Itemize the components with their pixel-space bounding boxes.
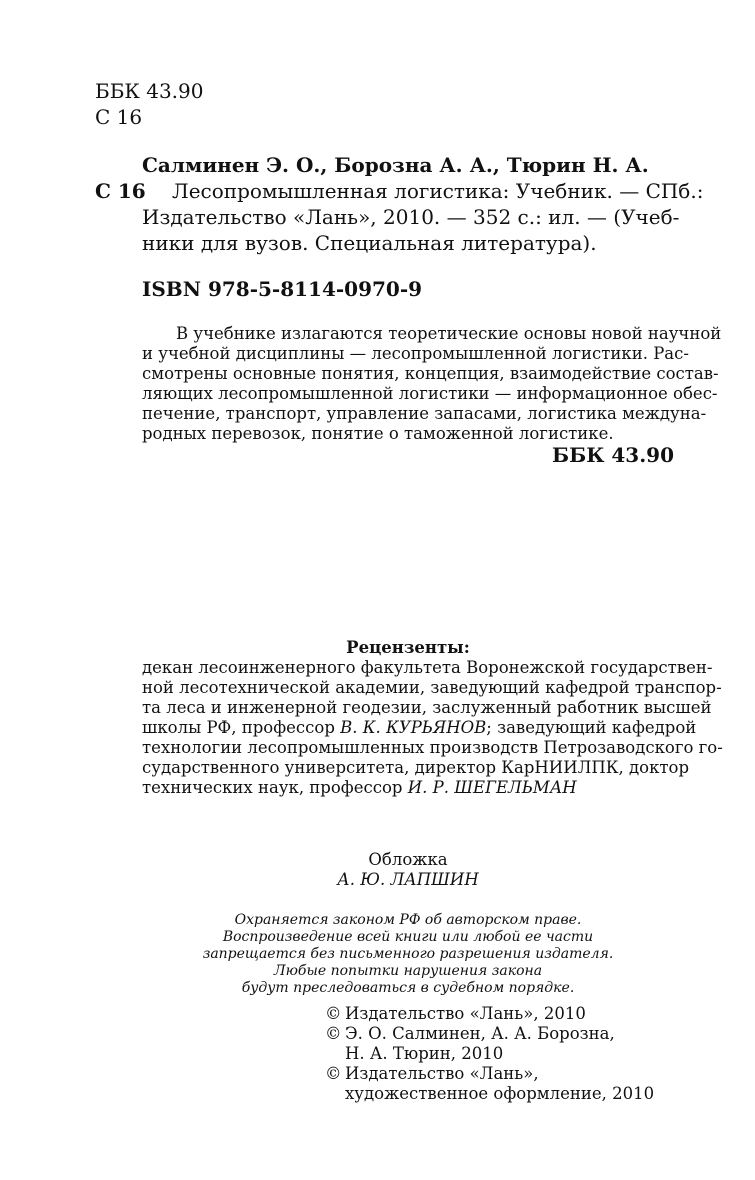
reviewer-line: технических наук, профессор И. Р. ШЕГЕЛЬМАН bbox=[142, 778, 577, 797]
author-mark-code: С 16 bbox=[95, 105, 143, 129]
cover-label: Обложка bbox=[368, 850, 448, 869]
abstract bbox=[142, 324, 722, 444]
copyright-entry: © Издательство «Лань», 2010 bbox=[325, 1004, 586, 1023]
notice-line: Любые попытки нарушения закона bbox=[273, 963, 543, 979]
authors-text: Салминен Э. О., Борозна А. А., Тюрин Н. А. bbox=[142, 153, 649, 177]
copyright-holders bbox=[325, 1004, 654, 1104]
reviewer-name: И. Р. ШЕГЕЛЬМАН bbox=[407, 778, 577, 797]
copyright-symbol: © bbox=[325, 1024, 342, 1043]
bibliographic-description bbox=[142, 178, 704, 256]
reviewer-line: та леса и инженерной геодезии, заслуженный работник высшей bbox=[142, 698, 712, 717]
cover-artist: А. Ю. ЛАПШИН bbox=[337, 870, 479, 889]
copyright-notice bbox=[142, 912, 674, 997]
abstract-line: ляющих лесопромышленной логистики — информационное обес- bbox=[142, 384, 718, 403]
copyright-symbol: © bbox=[325, 1004, 342, 1023]
abstract-line: смотрены основные понятия, концепция, взаимодействие состав- bbox=[142, 364, 719, 383]
notice-line: Воспроизведение всей книги или любой ее части bbox=[222, 929, 594, 945]
notice-line: Охраняется законом РФ об авторском праве. bbox=[234, 912, 582, 928]
reviewer-line: декан лесоинженерного факультета Воронежской государствен- bbox=[142, 658, 713, 677]
abstract-line: печение, транспорт, управление запасами, логистика междуна- bbox=[142, 404, 707, 423]
copyright-entry: © Э. О. Салминен, А. А. Борозна, Н. А. Тюрин, 2010 bbox=[325, 1024, 615, 1063]
notice-line: будут преследоваться в судебном порядке. bbox=[241, 980, 575, 996]
reviewers-title: Рецензенты: bbox=[346, 638, 470, 657]
bbk-code-top bbox=[95, 78, 204, 130]
copyright-entry: © Издательство «Лань», художественное оформление, 2010 bbox=[325, 1064, 655, 1103]
abstract-line: родных перевозок, понятие о таможенной логистике. bbox=[142, 424, 614, 443]
reviewer-line: технологии лесопромышленных производств Петрозаводского го- bbox=[142, 738, 723, 757]
reviewer-name: В. К. КУРЬЯНОВ bbox=[340, 718, 487, 737]
bib-line: Издательство «Лань», 2010. — 352 с.: ил. — (Учеб- bbox=[142, 205, 680, 229]
bib-line: ники для вузов. Специальная литература). bbox=[142, 231, 597, 255]
cover-credit bbox=[142, 850, 674, 890]
authors-line bbox=[142, 152, 649, 178]
reviewers-text bbox=[142, 658, 723, 798]
abstract-line: и учебной дисциплины — лесопромышленной логистики. Рас- bbox=[142, 344, 689, 363]
bbk-code-bottom: ББК 43.90 bbox=[552, 443, 674, 467]
notice-line: запрещается без письменного разрешения издателя. bbox=[202, 946, 614, 962]
isbn: ISBN 978-5-8114-0970-9 bbox=[142, 277, 423, 301]
abstract-line: В учебнике излагаются теоретические основы новой научной bbox=[176, 324, 722, 343]
reviewer-line: школы РФ, профессор В. К. КУРЬЯНОВ; заведующий кафедрой bbox=[142, 718, 697, 737]
bib-line: Лесопромышленная логистика: Учебник. — СПб.: bbox=[172, 179, 704, 203]
bbk-code-text: ББК 43.90 bbox=[95, 79, 204, 103]
reviewer-line: сударственного университета, директор КарНИИЛПК, доктор bbox=[142, 758, 690, 777]
entry-code: С 16 bbox=[95, 179, 146, 203]
copyright-symbol: © bbox=[325, 1064, 342, 1083]
reviewer-line: ной лесотехнической академии, заведующий кафедрой транспор- bbox=[142, 678, 722, 697]
